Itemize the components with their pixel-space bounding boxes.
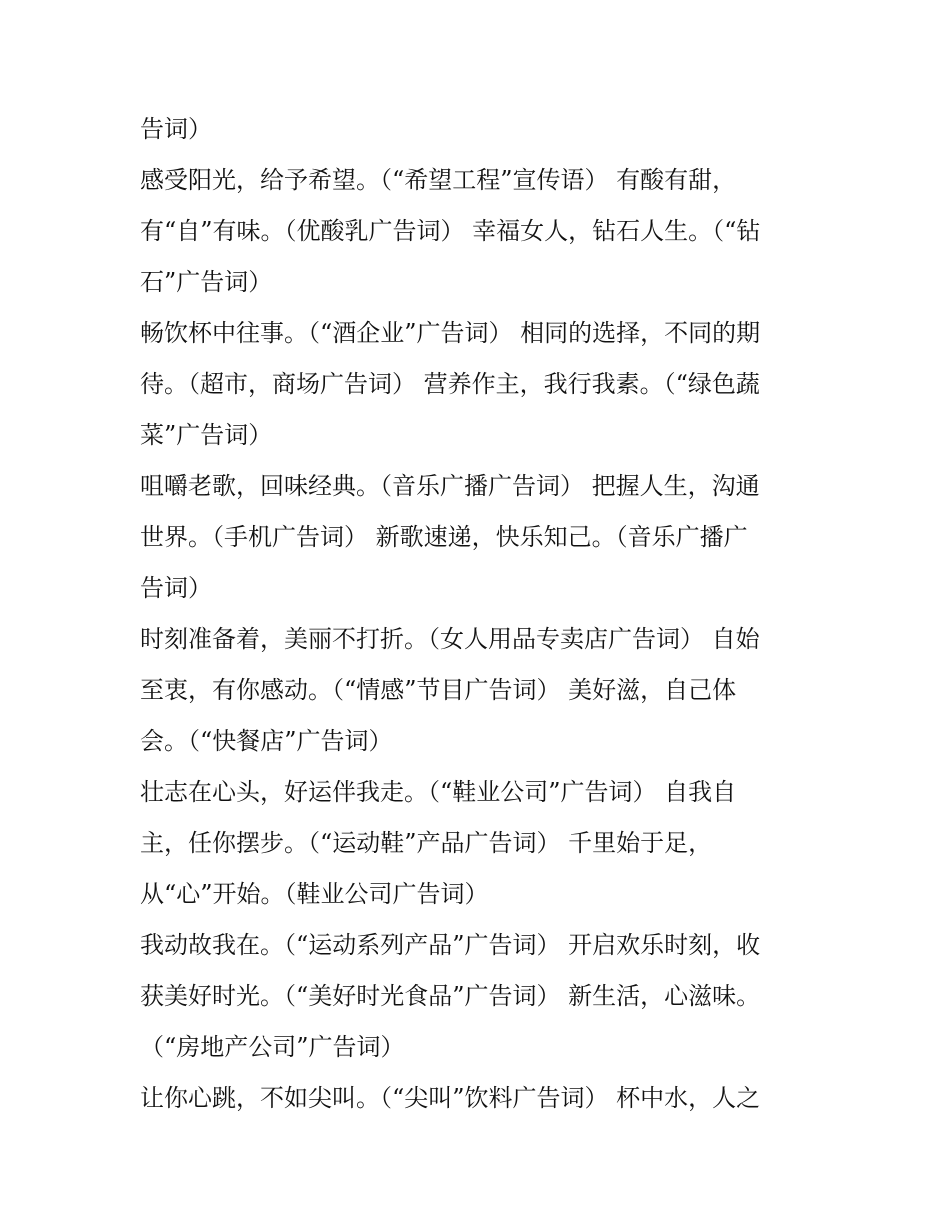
text-line-16: 从“心”开始。（鞋业公司广告词） — [140, 880, 489, 908]
text-line-5: 畅饮杯中往事。（“酒企业”广告词） 相同的选择，不同的期 — [140, 319, 761, 347]
text-line-19: （“房地产公司”广告词） — [140, 1033, 405, 1061]
text-line-11: 时刻准备着，美丽不打折。（女人用品专卖店广告词） 自始 — [140, 625, 760, 653]
body-text — [140, 104, 820, 1124]
text-line-1: 告词） — [140, 115, 212, 143]
text-line-7: 菜”广告词） — [140, 421, 273, 449]
text-line-4: 石”广告词） — [140, 268, 273, 296]
text-line-3: 有“自”有味。（优酸乳广告词） 幸福女人，钻石人生。（“钻 — [140, 217, 761, 245]
text-line-15: 主，任你摆步。（“运动鞋”产品广告词） 千里始于足， — [140, 829, 713, 857]
text-line-18: 获美好时光。（“美好时光食品”广告词） 新生活，心滋味。 — [140, 982, 761, 1010]
text-line-20: 让你心跳，不如尖叫。（“尖叫”饮料广告词） 杯中水，人之 — [140, 1084, 761, 1112]
text-line-14: 壮志在心头，好运伴我走。（“鞋业公司”广告词） 自我自 — [140, 778, 737, 806]
text-line-2: 感受阳光，给予希望。（“希望工程”宣传语） 有酸有甜， — [140, 166, 737, 194]
text-line-6: 待。（超市，商场广告词） 营养作主，我行我素。（“绿色蔬 — [140, 370, 760, 398]
text-line-17: 我动故我在。（“运动系列产品”广告词） 开启欢乐时刻，收 — [140, 931, 761, 959]
text-line-12: 至衷，有你感动。（“情感”节目广告词） 美好滋，自己体 — [140, 676, 737, 704]
text-line-10: 告词） — [140, 574, 212, 602]
text-line-9: 世界。（手机广告词） 新歌速递，快乐知己。（音乐广播广 — [140, 523, 748, 551]
text-line-13: 会。（“快餐店”广告词） — [140, 727, 393, 755]
text-line-8: 咀嚼老歌，回味经典。（音乐广播广告词） 把握人生，沟通 — [140, 472, 760, 500]
